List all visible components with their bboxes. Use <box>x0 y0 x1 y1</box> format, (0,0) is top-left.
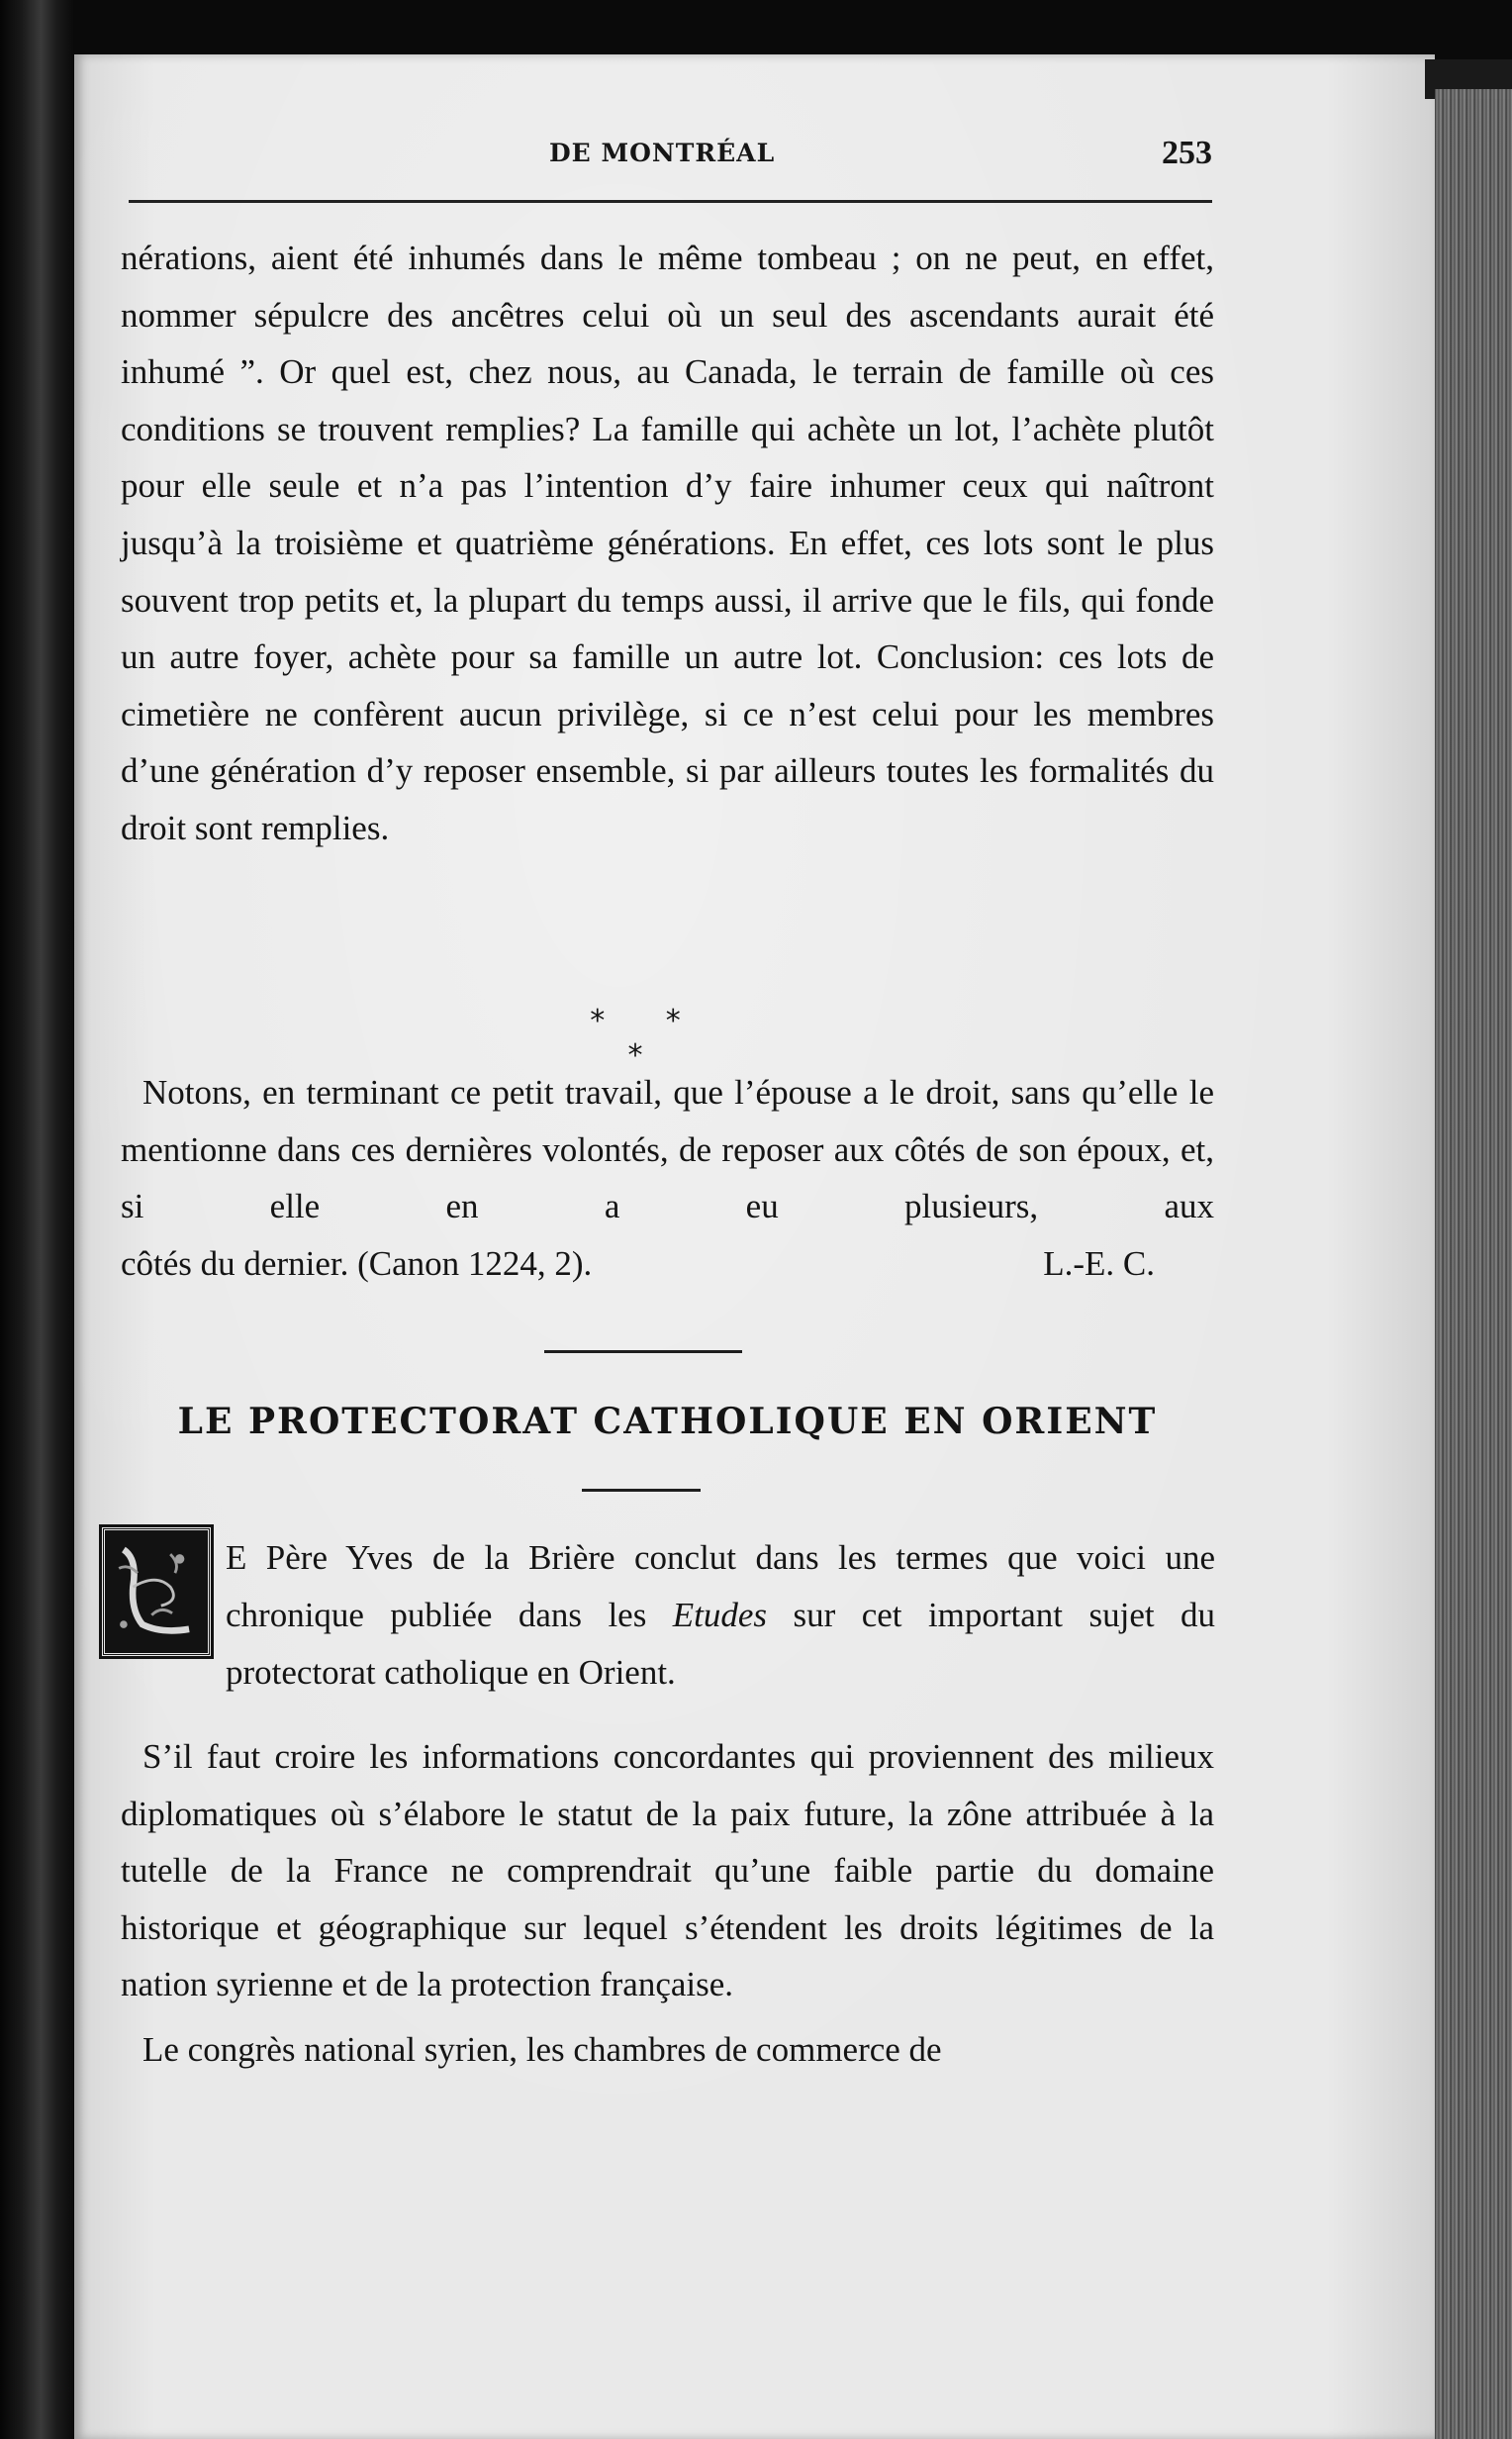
scan-border-top <box>0 0 1512 59</box>
continued-paragraph: nérations, aient été inhumés dans le même tombeau ; on ne peut, en effet, nommer sépulcre des ancêtres celui où un seul des ascendants aurait été inhumé ”. Or quel est, chez nous, au Canada, le terrain de famille où ces conditions se trouvent remplies? La famille qui achète un lot, l’achète plutôt pour elle seule et n’a pas l’intention d’y faire inhumer ceux qui naîtront jusqu’à la troisième et quatrième générations. En effet, ces lots sont le plus souvent trop petits et, la plupart du temps aussi, il arrive que le fils, qui fonde un autre foyer, achète pour sa famille un autre lot. Conclusion: ces lots de cimetière ne confèrent aucun privilège, si ce n’est celui pour les membres d’une génération d’y reposer ensemble, si par ailleurs toutes les formalités du droit sont remplies. <box>121 239 1214 847</box>
article-paragraph-2: S’il faut croire les informations concordantes qui proviennent des milieux diplomatiques où s’élabore le statut de la paix future, la zône attribuée à la tutelle de la France ne comprendrait qu’une faible partie du domaine historique et géographique sur lequel s’étendent les droits légitimes de la nation syrienne et de la protection française. <box>121 1737 1214 2004</box>
author-signature: L.-E. C. <box>1043 1243 1155 1283</box>
closing-last-line <box>121 1235 1214 1293</box>
article-paragraph-3: Le congrès national syrien, les chambres de commerce de <box>142 2029 942 2069</box>
running-head: DE MONTRÉAL <box>549 139 776 167</box>
dropcap-ornament-icon <box>105 1530 208 1653</box>
article-rule-bottom <box>582 1489 701 1492</box>
page-header <box>129 135 1212 188</box>
ornamental-dropcap <box>102 1527 211 1656</box>
header-rule <box>129 200 1212 203</box>
continued-section <box>121 230 1214 857</box>
book-binding-edge <box>0 0 74 2439</box>
article-title: LE PROTECTORAT CATHOLIQUE EN ORIENT <box>177 1401 1158 1442</box>
journal-name: Etudes <box>672 1596 768 1634</box>
section-separator: * * * <box>590 1004 707 1073</box>
closing-last-text: côtés du dernier. (Canon 1224, 2). <box>121 1243 593 1283</box>
closing-paragraph: Notons, en terminant ce petit travail, que l’épouse a le droit, sans qu’elle le mentionne dans ces dernières volontés, de reposer aux côtés de son époux, et, si elle en a eu plusieurs, aux <box>121 1073 1214 1226</box>
article-rule-top <box>544 1350 742 1353</box>
page-stack-edges <box>1435 89 1512 2439</box>
article-body <box>121 1728 1214 2079</box>
page-number: 253 <box>1162 135 1212 171</box>
closing-section <box>121 1064 1214 1292</box>
intro-text-end: sur cet important sujet du protectorat catholique en Orient. <box>226 1596 1216 1692</box>
article-intro <box>226 1529 1215 1702</box>
intro-text-start: E Père Yves de la Brière conclut dans les termes que voici une chronique publiée dans les <box>226 1538 1215 1634</box>
